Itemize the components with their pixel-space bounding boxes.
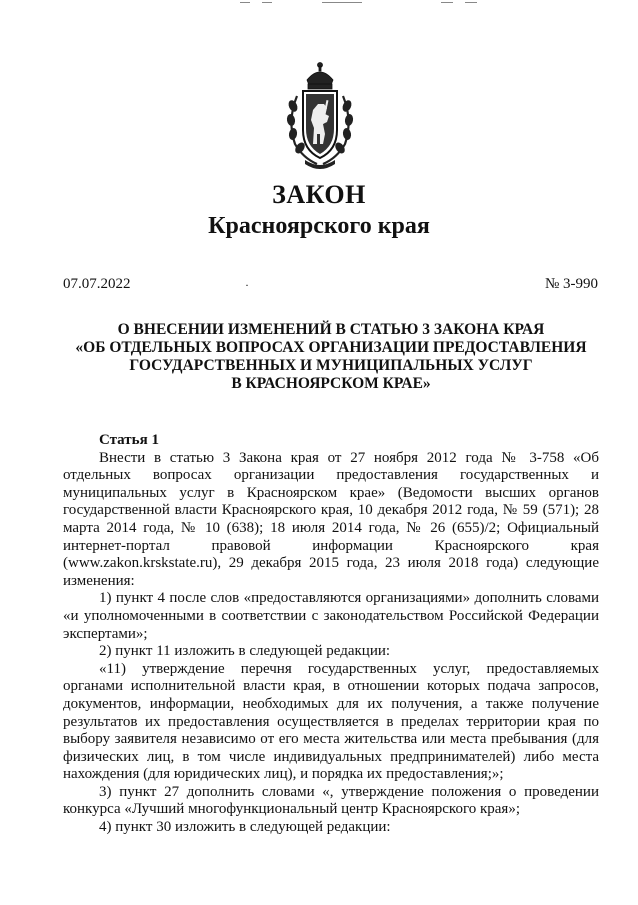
coat-of-arms-icon <box>283 58 357 174</box>
paragraph: 2) пункт 11 изложить в следующей редакции: <box>99 643 391 660</box>
heading-line: В КРАСНОЯРСКОМ КРАЕ» <box>231 375 431 392</box>
paragraph: 3) пункт 27 дополнить словами «, утверждение положения о проведении конкурса «Лучший многофункциональный центр Красноярского края»; <box>63 783 599 818</box>
law-title: ЗАКОН <box>272 180 366 209</box>
scan-mark <box>262 2 272 3</box>
paragraph: Внести в статью 3 Закона края от 27 ноября 2012 года № 3-758 «Об отдельных вопросах организации предоставления государственных и муниципальных услуг в Красноярском крае» (Ведомости высших органов государственной власти Красноярского края, 10 декабря 2012 года, № 59 (571); 28 марта 2014 года, № 10 (638); 18 июля 2014 года, № 26 (655)/2; Официальный интернет-портал правовой информации Красноярского края (www.zakon.krskstate.ru), 29 декабря 2015 года, 23 июля 2018 года) следующие изменения: <box>63 449 599 589</box>
law-body <box>63 432 599 837</box>
heading-line: О ВНЕСЕНИИ ИЗМЕНЕНИЙ В СТАТЬЮ 3 ЗАКОНА КРАЯ <box>117 321 545 338</box>
law-heading <box>63 321 599 393</box>
article-title: Статья 1 <box>99 432 159 448</box>
law-subtitle: Красноярского края <box>208 213 430 239</box>
heading-line: «ОБ ОТДЕЛЬНЫХ ВОПРОСАХ ОРГАНИЗАЦИИ ПРЕДОСТАВЛЕНИЯ <box>75 339 587 356</box>
law-number: № 3-990 <box>544 276 598 292</box>
heading-line: ГОСУДАРСТВЕННЫХ И МУНИЦИПАЛЬНЫХ УСЛУГ <box>129 357 533 374</box>
law-date: 07.07.2022 <box>63 276 131 292</box>
scan-mark <box>441 2 453 3</box>
scan-mark <box>465 2 477 3</box>
paragraph: 1) пункт 4 после слов «предоставляются организациями» дополнить словами «и уполномоченными в соответствии с законодательством Российской Федерации экспертами»; <box>63 590 599 642</box>
scan-mark <box>322 2 362 3</box>
stray-dot: · <box>245 278 249 292</box>
paragraph: «11) утверждение перечня государственных услуг, предоставляемых органами исполнительной власти края, в отношении которых подача запросов, документов, информации, необходимых для их получения, а также получение результатов их предоставления осуществляется в пределах территории края по выбору заявителя независимо от его места жительства или места пребывания (для физических лиц, в том числе индивидуальных предпринимателей) либо места нахождения (для юридических лиц), и порядка их предоставления;»; <box>63 660 599 783</box>
scan-mark <box>240 2 250 3</box>
paragraph: 4) пункт 30 изложить в следующей редакции: <box>99 819 391 836</box>
